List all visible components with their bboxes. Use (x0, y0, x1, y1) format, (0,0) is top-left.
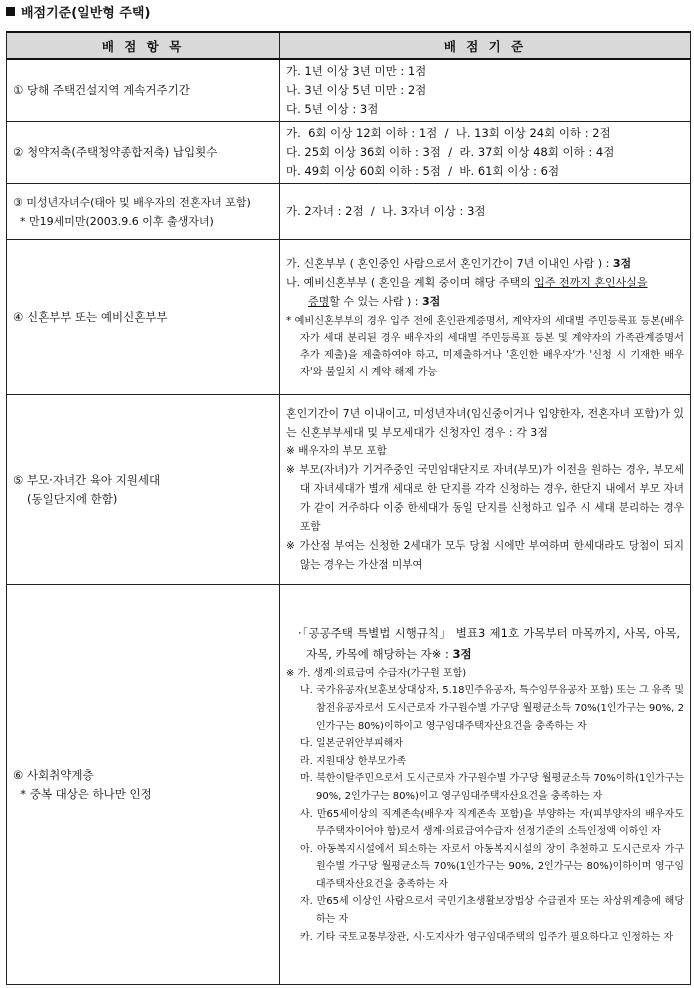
section-title-text: 배점기준(일반형 주택) (21, 6, 151, 21)
criteria-main: ·「공공주택 특별법 시행규칙」 별표3 제1호 가목부터 마목까지, 사목, 아목, 자목, 카목에 해당하는 자※ : 3점 (298, 625, 680, 661)
table-row (7, 59, 691, 122)
criteria-line: 다. 25회 이상 36회 이하 : 3점 / 라. 37회 이상 48회 이하 : 4점 (286, 145, 615, 159)
criteria-line: 가. 1년 이상 3년 미만 : 1점 (286, 64, 427, 78)
criteria-line: 가. 2자녀 : 2점 / 나. 3자녀 이상 : 3점 (286, 204, 486, 218)
item-cell (7, 59, 280, 122)
item-cell (7, 184, 280, 240)
criteria-cell (280, 122, 691, 184)
criteria-note: ※ 부모(자녀)가 기거주중인 국민임대단지로 자녀(부모)가 이전을 원하는 경우, 부모세대 자녀세대가 별개 세대로 한 단지를 각각 신청하는 경우, 한단지 내에서 부모 자녀가 같이 거주하다 이중 한세대가 동일 단지를 신청하고 입주 시 세대 분리하는 경우 포함 (286, 464, 684, 533)
table-row (7, 395, 691, 585)
criteria-main: 혼인기간이 7년 이내이고, 미성년자녀(임신중이거나 입양한자, 전혼자녀 포함)가 있는 신혼부부세대 및 부모세대가 신청자인 경우 : 각 3점 (286, 407, 684, 439)
criteria-note: 라. 지원대상 한부모가족 (300, 755, 407, 767)
item-sublabel: * 중복 대상은 하나만 인정 (13, 786, 152, 801)
criteria-cell (280, 59, 691, 122)
item-cell (7, 240, 280, 395)
criteria-line: 증명할 수 있는 사람 ) : 3점 (308, 294, 441, 308)
table-header-row (7, 32, 691, 59)
item-cell (7, 122, 280, 184)
criteria-note: 카. 기타 국토교통부장관, 시·도지사가 영구임대주택의 입주가 필요하다고 인정하는 자 (300, 931, 674, 943)
table-row (7, 122, 691, 184)
criteria-cell (280, 184, 691, 240)
criteria-note: 아. 아동복지시설에서 퇴소하는 자로서 아동복지시설의 장이 추천하고 도시근로자 가구원수별 가구당 월평균소득 70%(1인가구는 90%, 2인가구는 80%)이하이며 영구임대주택자산요건을 충족하는 자 (300, 843, 684, 890)
table-row (7, 240, 691, 395)
criteria-note: 마. 북한이탈주민으로서 도시근로자 가구원수별 가구당 월평균소득 70%이하(1인가구는 90%, 2인가구는 80%)이고 영구임대주택자산요건을 충족하는 자 (300, 773, 684, 802)
item-label: ⑤ 부모·자녀간 육아 지원세대 (13, 472, 161, 487)
criteria-note: * 예비신혼부부의 경우 입주 전에 혼인관계증명서, 계약자의 세대별 주민등록표 등본(배우자가 세대 분리된 경우 배우자의 세대별 주민등록표 등본 및 계약자의 가족관계증명서 추가 제출)을 제출하여야 하고, 미제출하거나 '혼인한 배우자'가 '신청 시 기재한 배우자'와 불일치 시 계약 해제 가능 (286, 315, 684, 378)
criteria-line: 나. 3년 이상 5년 미만 : 2점 (286, 83, 427, 97)
scoring-table (6, 31, 691, 985)
criteria-note: 자. 만65세 이상인 사람으로서 국민기초생활보장법상 수급권자 또는 차상위계층에 해당하는 자 (300, 896, 684, 926)
item-sublabel: (동일단지에 한함) (27, 491, 118, 506)
item-label: ⑥ 사회취약계층 (13, 767, 94, 782)
criteria-cell (280, 585, 691, 985)
criteria-line: 가. 6회 이상 12회 이하 : 1점 / 나. 13회 이상 24회 이하 : 2점 (286, 126, 611, 140)
table-row (7, 184, 691, 240)
criteria-line: 나. 예비신혼부부 ( 혼인을 계획 중이며 해당 주택의 입주 전까지 혼인사실을 (286, 275, 648, 289)
item-label: ② 청약저축(주택청약종합저축) 납입횟수 (13, 145, 218, 159)
header-item: 배 점 항 목 (7, 32, 280, 59)
item-cell (7, 585, 280, 985)
item-cell (7, 395, 280, 585)
table-row (7, 585, 691, 985)
criteria-note: ※ 배우자의 부모 포함 (286, 445, 387, 457)
criteria-line: 다. 5년 이상 : 3점 (286, 102, 379, 116)
criteria-note: 나. 국가유공자(보훈보상대상자, 5.18민주유공자, 특수임무유공자 포함) 또는 그 유족 및 참전유공자로서 도시근로자 가구원수별 가구당 월평균소득 70%(1인가구는 90%, 2인가구는 80%)이하이고 영구임대주택자산요건을 충족하는 자 (300, 685, 684, 732)
criteria-note: ※ 가산점 부여는 신청한 2세대가 모두 당첨 시에만 부여하며 한세대라도 당첨이 되지 않는 경우는 가산점 미부여 (286, 540, 684, 571)
criteria-note: 다. 일본군위안부피해자 (300, 738, 403, 750)
criteria-line: 가. 신혼부부 ( 혼인중인 사람으로서 혼인기간이 7년 이내인 사람 ) : 3점 (286, 256, 632, 270)
item-label: ① 당해 주택건설지역 계속거주기간 (13, 83, 190, 97)
section-title (6, 4, 150, 24)
item-label: ③ 미성년자녀수(태아 및 배우자의 전혼자녀 포함) (13, 195, 251, 209)
criteria-cell (280, 395, 691, 585)
criteria-note: ※ 가. 생계·의료급여 수급자(가구원 포함) (286, 667, 467, 679)
criteria-line: 마. 49회 이상 60회 이하 : 5점 / 바. 61회 이상 : 6점 (286, 164, 560, 178)
item-label: ④ 신혼부부 또는 예비신혼부부 (13, 309, 168, 324)
header-criteria: 배 점 기 준 (280, 32, 691, 59)
square-bullet-icon (6, 7, 15, 16)
criteria-cell (280, 240, 691, 395)
criteria-note: 사. 만65세이상의 직계존속(배우자 직계존속 포함)을 부양하는 자(피부양자의 배우자도 무주택자이어야 함)로서 생계·의료급여수급자 선정기준의 소득인정액 이하인 자 (300, 808, 684, 838)
item-sublabel: * 만19세미만(2003.9.6 이후 출생자녀) (13, 214, 214, 228)
